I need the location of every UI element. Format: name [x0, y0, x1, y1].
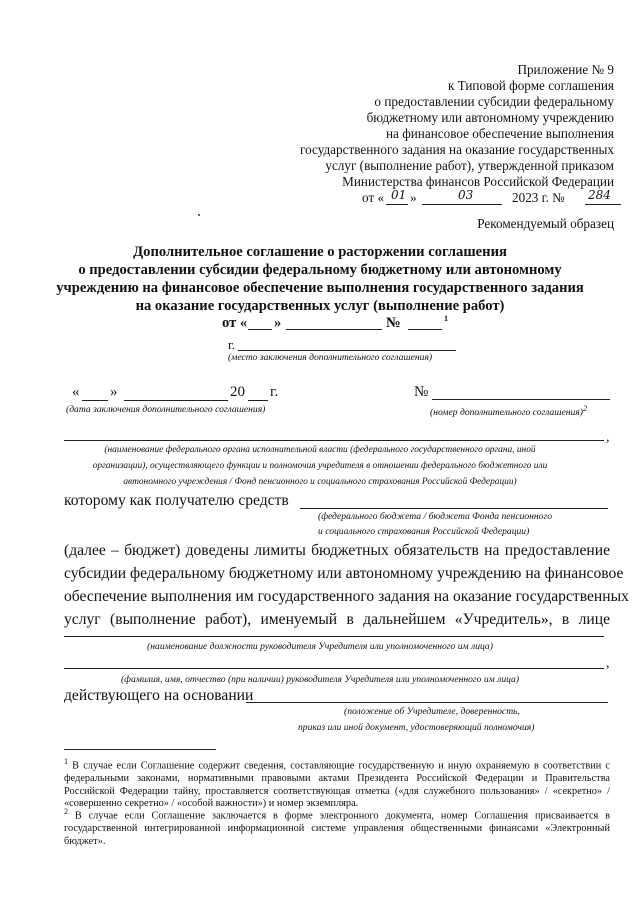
paragraph-line-3: обеспечение выполнения им государственного задания на оказание государственных [64, 588, 629, 605]
title-from-prefix: от « [222, 315, 248, 331]
paragraph-line-4: услуг (выполнение работ), именуемый в дальнейшем «Учредитель», в лице [64, 611, 610, 628]
title-date-line [222, 314, 462, 334]
paragraph-line-1: (далее – бюджет) доведены лимиты бюджетных обязательств на предоставление [64, 542, 610, 559]
header-date-prefix: от « [362, 190, 385, 205]
position-underline [64, 636, 604, 637]
basis-underline [246, 702, 608, 703]
paragraph-line-2: субсидии федеральному бюджетному или автономному учреждению на финансовое [64, 565, 624, 582]
title-day-underline [248, 329, 272, 330]
agreement-number-label: № [414, 384, 429, 400]
footnote-1 [64, 756, 610, 811]
date-month-underline [124, 400, 228, 401]
title-line-3: учреждению на финансовое обеспечение выполнения государственного задания [56, 280, 584, 296]
title-number-label: № [386, 315, 401, 331]
organ-caption-line-1: (наименование федерального органа исполнительной власти (федерального государственного органа, иной [104, 445, 536, 455]
header-line-7: услуг (выполнение работ), утвержденной приказом [325, 158, 614, 173]
header-month-underline [422, 204, 502, 205]
agreement-number-underline [432, 399, 610, 400]
title-from-mid: » [274, 315, 282, 331]
date-quote-close: » [110, 384, 118, 400]
basis-text: действующего на основании [64, 687, 254, 704]
recipient-caption-line-1: (федерального бюджета / бюджета Фонда пенсионного [318, 511, 553, 522]
date-quote-open: « [72, 384, 80, 400]
date-day-underline [82, 400, 108, 401]
footnote-1-text: В случае если Соглашение содержит сведения, составляющие государственную и иную охраняемую в соответствии с федеральными законами, нормативными правовыми актами Президента Российской Федерации и Правительства Российской Федерации тайну, проставляется соответствующая отметка («для служебного пользования» / «секретно» / «совершенно секретно» / «особой важности») и номер экземпляра. [64, 760, 610, 810]
organ-trailing-comma: , [606, 430, 610, 445]
fio-caption: (фамилия, имя, отчество (при наличии) руководителя Учредителя или уполномоченного им лица) [120, 674, 520, 685]
footnote-1-mark: 1 [64, 757, 68, 766]
date-year-underline [248, 400, 268, 401]
header-line-8: Министерства финансов Российской Федерации [342, 174, 614, 189]
date-year-prefix: 20 [230, 384, 245, 400]
header-line-5: на финансовое обеспечение выполнения [386, 126, 614, 141]
agreement-number-caption: (номер дополнительного соглашения)$^2$ [430, 404, 587, 419]
organ-caption-line-3: автономного учреждения / Фонд пенсионного и социального страхования Российской Федерации) [123, 477, 517, 487]
basis-caption-line-1: (положение об Учредителе, доверенность, [344, 706, 520, 717]
position-caption: (наименование должности руководителя Учредителя или уполномоченного им лица) [147, 641, 493, 652]
header-line-1: Приложение № 9 [517, 62, 614, 77]
footnote-2-mark: 2 [64, 807, 68, 816]
title-number-underline [408, 329, 442, 330]
recipient-underline [300, 508, 608, 509]
title-footnote-mark: 1 [444, 314, 448, 323]
header-date-mid: » [410, 190, 417, 205]
date-row [72, 384, 312, 404]
fio-underline [64, 668, 604, 669]
header-line-6: государственного задания на оказание государственных [300, 142, 614, 157]
title-month-underline [286, 329, 382, 330]
title-line-1: Дополнительное соглашение о расторжении соглашения [133, 244, 507, 260]
place-prefix: г. [228, 337, 236, 352]
footnote-2 [64, 806, 610, 848]
header-day-underline [386, 204, 408, 205]
recipient-text: которому как получателю средств [64, 492, 289, 509]
recommended-sample: Рекомендуемый образец [477, 216, 614, 231]
header-date-line [362, 190, 622, 208]
title-line-2: о предоставлении субсидии федеральному бюджетному или автономному [78, 262, 562, 278]
scan-dot [198, 214, 200, 216]
date-year-suffix: г. [270, 384, 279, 400]
header-date-number: 284 [588, 188, 611, 202]
header-line-2: к Типовой форме соглашения [447, 78, 614, 93]
header-number-underline [585, 204, 621, 205]
header-date-month: 03 [458, 188, 474, 202]
title-line-4: на оказание государственных услуг (выполнение работ) [135, 298, 505, 314]
header-line-4: бюджетному или автономному учреждению [366, 110, 614, 125]
organ-underline [64, 440, 604, 441]
footnote-2-text: В случае если Соглашение заключается в форме электронного документа, номер Соглашения присваивается в государственной интегрированной информационной системе управления общественными финансами «Электронный бюджет». [64, 810, 611, 847]
header-date-day: 01 [391, 188, 407, 202]
agreement-number-caption-mark: 2 [582, 404, 587, 413]
organ-caption-line-2: организации), осуществляющего функции и полномочия учредителя в отношении федерального бюджетного или [92, 461, 548, 471]
recipient-caption-line-2: и социального страхования Российской Федерации) [318, 526, 530, 537]
header-date-year: 2023 г. № [512, 190, 565, 205]
basis-caption-line-2: приказ или иной документ, удостоверяющий полномочия) [298, 722, 535, 733]
date-caption: (дата заключения дополнительного соглашения) [66, 404, 266, 415]
place-underline [238, 350, 456, 351]
place-caption: (место заключения дополнительного соглашения) [228, 352, 433, 363]
header-line-3: о предоставлении субсидии федеральному [374, 94, 614, 109]
fio-trailing-comma: , [606, 656, 610, 671]
footnote-separator [64, 749, 216, 750]
